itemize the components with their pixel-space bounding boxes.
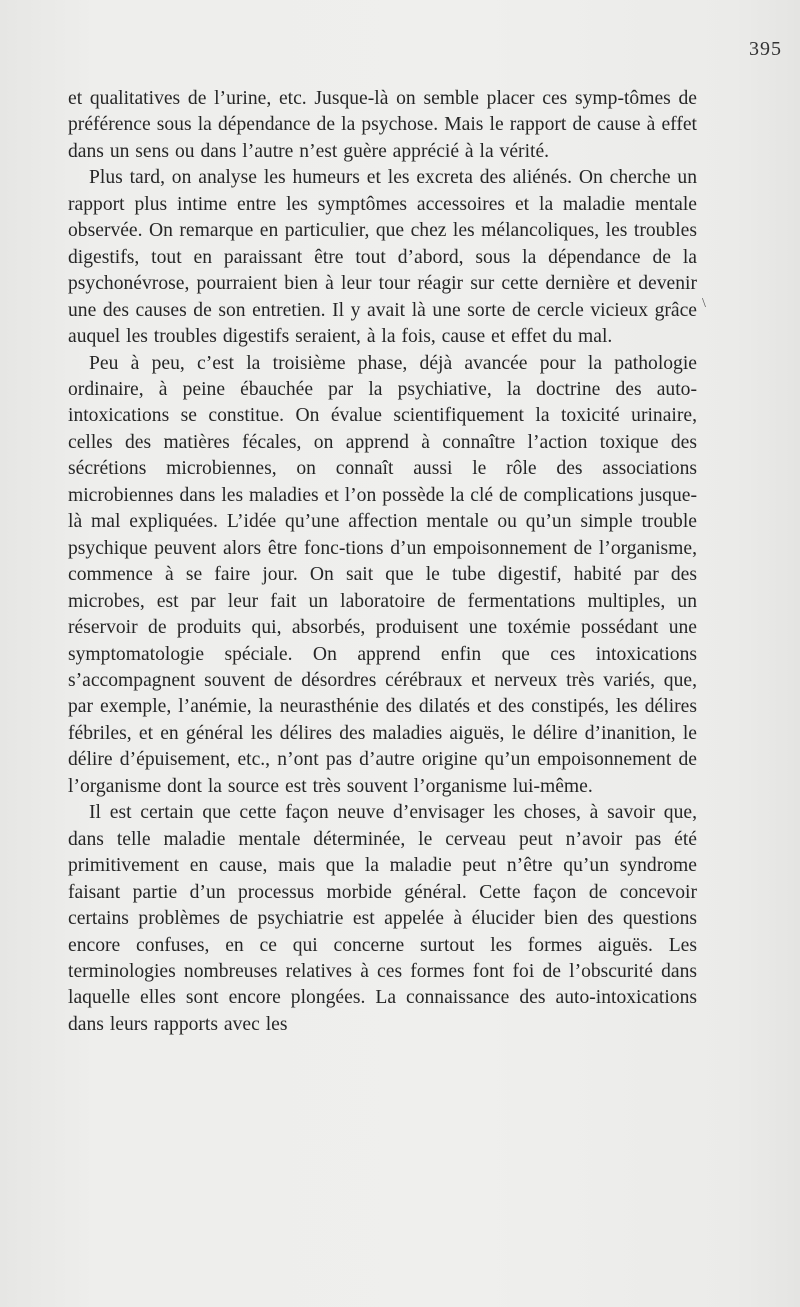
margin-mark: \: [702, 296, 706, 311]
paragraph-3: Peu à peu, c’est la troisième phase, déjà avancée pour la pathologie ordinaire, à peine ébauchée par la psychiative, la doctrine des auto-intoxications se constitue. On évalue scientifiquement la toxicité urinaire, celles des matières fécales, on apprend à connaître l’action toxique des sécrétions microbiennes, on connaît aussi le rôle des associations microbiennes dans les maladies et l’on possède la clé de complications jusque-là mal expliquées. L’idée qu’une affection mentale ou qu’un simple trouble psychique peuvent alors être fonc-tions d’un empoisonnement de l’organisme, commence à se faire jour. On sait que le tube digestif, habité par des microbes, est par leur fait un laboratoire de fermentations multiples, un réservoir de produits qui, absorbés, produisent une toxémie possédant une symptomatologie spéciale. On apprend enfin que ces intoxications s’accompagnent souvent de désordres cérébraux et nerveux très variés, que, par exemple, l’anémie, la neurasthénie des dilatés et des constipés, les délires fébriles, et en général les délires des maladies aiguës, le délire d’inanition, le délire d’épuisement, etc., n’ont pas d’autre origine qu’un empoisonnement de l’organisme dont la source est très souvent l’organisme lui-même.: [68, 352, 697, 797]
page-number: 395: [749, 38, 782, 60]
body-text: [68, 86, 697, 1038]
paragraph-2: Plus tard, on analyse les humeurs et les excreta des aliénés. On cherche un rapport plus intime entre les symptômes accessoires et la maladie mentale observée. On remarque en particulier, que chez les mélancoliques, les troubles digestifs, tout en paraissant être tout d’abord, sous la dépendance de la psychonévrose, pourraient bien à leur tour réagir sur cette dernière et devenir une des causes de son entretien. Il y avait là une sorte de cercle vicieux grâce auquel les troubles digestifs seraient, à la fois, cause et effet du mal.: [68, 167, 697, 348]
paragraph-1: et qualitatives de l’urine, etc. Jusque-là on semble placer ces symp-tômes de préférence sous la dépendance de la psychose. Mais le rapport de cause à effet dans un sens ou dans l’autre n’est guère apprécié à la vérité.: [68, 88, 697, 162]
paragraph-4: Il est certain que cette façon neuve d’envisager les choses, à savoir que, dans telle maladie mentale déterminée, le cerveau peut n’avoir pas été primitivement en cause, mais que la maladie peut n’être qu’un syndrome faisant partie d’un processus morbide général. Cette façon de concevoir certains problèmes de psychiatrie est appelée à élucider bien des questions encore confuses, en ce qui concerne surtout les formes aiguës. Les terminologies nombreuses relatives à ces formes font foi de l’obscurité dans laquelle elles sont encore plongées. La connaissance des auto-intoxications dans leurs rapports avec les: [68, 802, 697, 1035]
